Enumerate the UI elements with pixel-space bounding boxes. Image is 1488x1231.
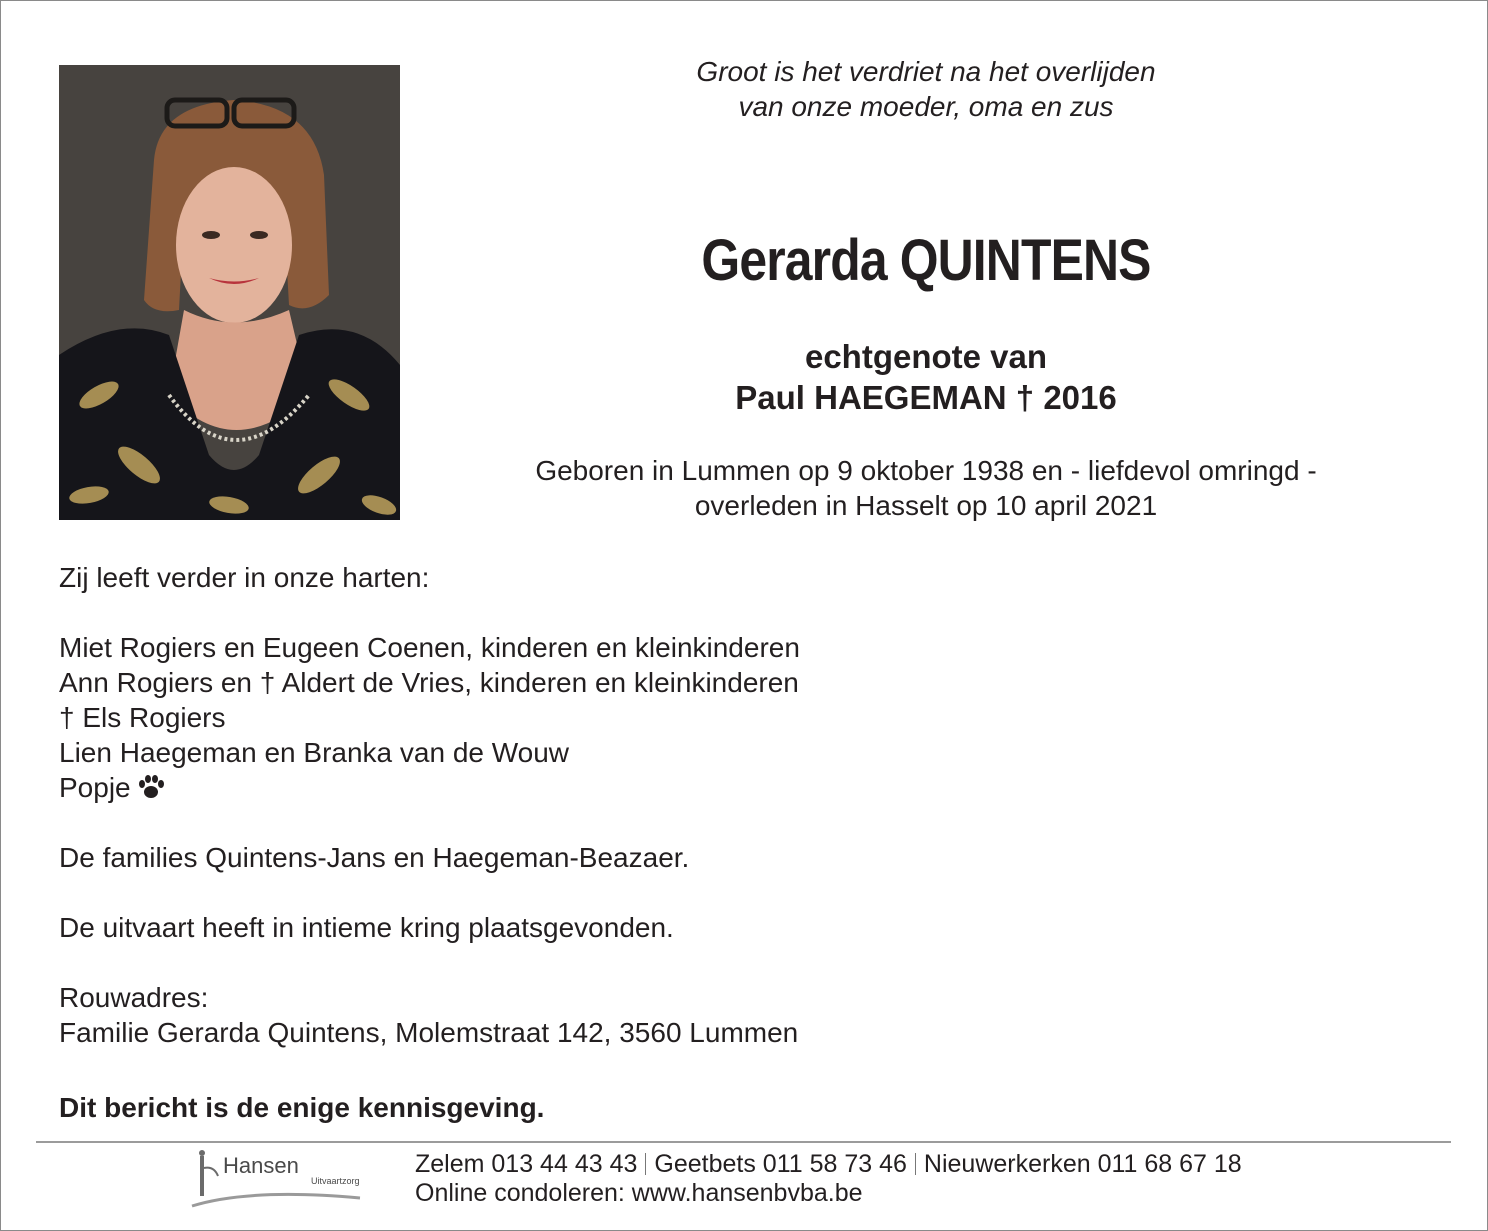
family-member: † Els Rogiers — [59, 702, 226, 733]
death-line: overleden in Hasselt op 10 april 2021 — [694, 490, 1158, 521]
family-heading: Zij leeft verder in onze harten: — [59, 562, 430, 593]
family-member: Miet Rogiers en Eugeen Coenen, kinderen en kleinkinderen — [59, 632, 800, 663]
deceased-name: Gerarda QUINTENS — [701, 228, 1151, 293]
family-section — [59, 560, 959, 1050]
pet-name: Popje — [59, 772, 131, 803]
families-line: De families Quintens-Jans en Haegeman-Beazaer. — [59, 842, 690, 873]
address-value: Familie Gerarda Quintens, Molemstraat 142, 3560 Lummen — [59, 1017, 799, 1048]
spouse-block — [640, 336, 1212, 418]
phone-line — [415, 1150, 1242, 1179]
funeral-line: De uitvaart heeft in intieme kring plaatsgevonden. — [59, 912, 674, 943]
contact-info — [415, 1150, 1242, 1208]
paw-icon — [137, 775, 165, 799]
footer-divider — [36, 1141, 1451, 1143]
logo-subtitle: Uitvaartzorg — [311, 1176, 360, 1186]
contact-zelem: Zelem 013 44 43 43 — [415, 1150, 638, 1178]
logo-name: Hansen — [223, 1153, 299, 1178]
address-label: Rouwadres: — [59, 982, 209, 1013]
birth-line: Geboren in Lummen op 9 oktober 1938 en - liefdevol omringd - — [535, 455, 1317, 486]
spouse-line: echtgenote van — [804, 338, 1048, 375]
spouse-name: Paul HAEGEMAN † 2016 — [735, 379, 1117, 416]
closing-statement: Dit bericht is de enige kennisgeving. — [59, 1092, 545, 1123]
family-member: Ann Rogiers en † Aldert de Vries, kinderen en kleinkinderen — [59, 667, 799, 698]
birth-death-text — [470, 453, 1382, 523]
contact-geetbets: Geetbets 011 58 73 46 — [654, 1150, 907, 1178]
intro-text — [640, 54, 1212, 124]
portrait-photo — [59, 65, 400, 520]
hansen-logo — [190, 1148, 370, 1210]
intro-line: van onze moeder, oma en zus — [738, 91, 1114, 122]
intro-line: Groot is het verdriet na het overlijden — [696, 56, 1156, 87]
family-member: Lien Haegeman en Branka van de Wouw — [59, 737, 570, 768]
contact-nieuwerkerken: Nieuwerkerken 011 68 67 18 — [923, 1150, 1242, 1178]
online-condolence[interactable]: Online condoleren: www.hansenbvba.be — [415, 1179, 863, 1207]
family-member-pet — [59, 770, 959, 805]
